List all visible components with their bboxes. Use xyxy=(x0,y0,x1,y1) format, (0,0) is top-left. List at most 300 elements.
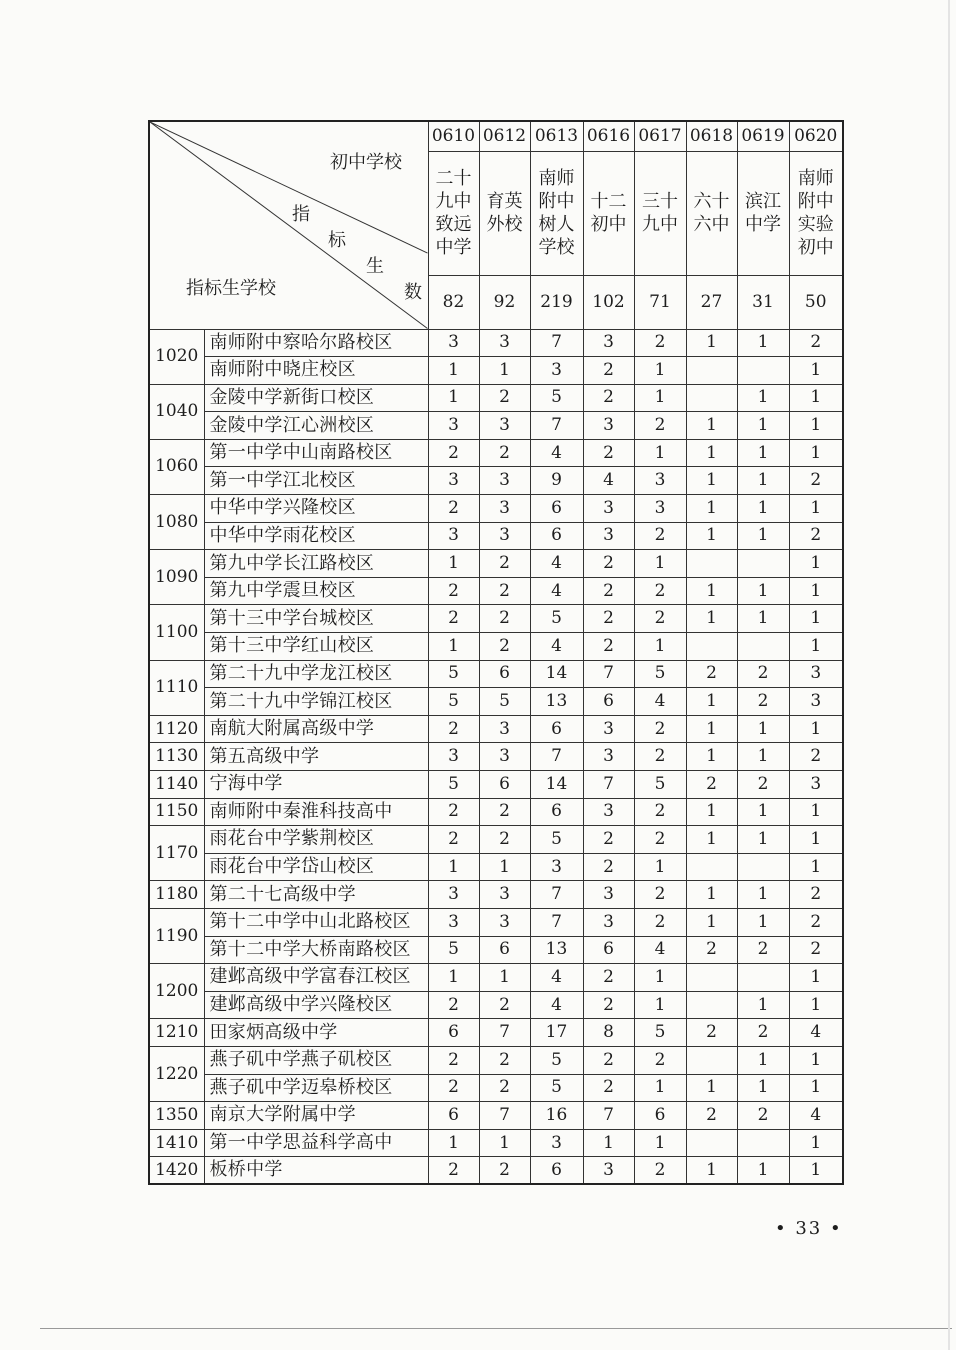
column-name-line: 树人 xyxy=(538,214,575,235)
quota-value: 5 xyxy=(428,688,479,716)
quota-value: 3 xyxy=(479,743,530,771)
quota-value: 1 xyxy=(634,1129,686,1157)
quota-value xyxy=(686,1046,737,1074)
quota-value: 6 xyxy=(583,936,634,964)
quota-value: 3 xyxy=(583,495,634,523)
quota-value: 1 xyxy=(686,743,737,771)
quota-value: 1 xyxy=(479,964,530,992)
quota-value: 3 xyxy=(530,1129,583,1157)
quota-value: 1 xyxy=(686,605,737,633)
quota-value: 3 xyxy=(479,329,530,357)
quota-value: 2 xyxy=(789,743,843,771)
school-name: 建邺高级中学兴隆校区 xyxy=(204,991,428,1019)
quota-value: 1 xyxy=(789,577,843,605)
quota-value: 1 xyxy=(686,577,737,605)
school-name: 第一中学思益科学高中 xyxy=(204,1129,428,1157)
column-name-line: 初中 xyxy=(797,237,834,258)
quota-value: 1 xyxy=(789,715,843,743)
corner-bottom-label: 指标生学校 xyxy=(186,278,276,299)
quota-value: 5 xyxy=(479,688,530,716)
table-row xyxy=(149,577,843,605)
table-row xyxy=(149,964,843,992)
quota-value: 1 xyxy=(686,881,737,909)
quota-value: 2 xyxy=(583,991,634,1019)
column-code: 0610 xyxy=(428,121,479,151)
quota-value: 2 xyxy=(583,633,634,661)
quota-value: 2 xyxy=(479,633,530,661)
quota-value: 1 xyxy=(737,743,789,771)
quota-value: 4 xyxy=(530,991,583,1019)
quota-value: 17 xyxy=(530,1019,583,1047)
quota-value: 7 xyxy=(583,660,634,688)
quota-value: 2 xyxy=(479,439,530,467)
column-school-name xyxy=(737,151,789,275)
quota-value: 1 xyxy=(737,329,789,357)
quota-value: 2 xyxy=(583,605,634,633)
quota-value: 1 xyxy=(789,357,843,385)
school-name: 南师附中秦淮科技高中 xyxy=(204,798,428,826)
quota-value: 2 xyxy=(583,577,634,605)
quota-value: 2 xyxy=(479,991,530,1019)
school-name: 第二十九中学锦江校区 xyxy=(204,688,428,716)
table-row xyxy=(149,439,843,467)
quota-value: 4 xyxy=(789,1102,843,1130)
quota-value: 1 xyxy=(737,439,789,467)
quota-value: 4 xyxy=(530,964,583,992)
quota-value: 6 xyxy=(583,688,634,716)
quota-value: 1 xyxy=(686,467,737,495)
school-name: 燕子矶中学迈皋桥校区 xyxy=(204,1074,428,1102)
quota-value xyxy=(686,633,737,661)
quota-value: 1 xyxy=(789,798,843,826)
quota-value: 7 xyxy=(530,908,583,936)
school-code: 1410 xyxy=(149,1129,204,1157)
quota-value: 1 xyxy=(634,384,686,412)
school-code: 1110 xyxy=(149,660,204,715)
quota-value: 7 xyxy=(530,881,583,909)
quota-value: 3 xyxy=(428,412,479,440)
quota-value: 1 xyxy=(789,1074,843,1102)
quota-value: 1 xyxy=(686,1157,737,1185)
quota-value: 1 xyxy=(634,439,686,467)
table-row xyxy=(149,743,843,771)
scan-edge-line xyxy=(40,1328,952,1329)
quota-value: 1 xyxy=(479,1129,530,1157)
school-name: 第九中学长江路校区 xyxy=(204,550,428,578)
quota-value: 16 xyxy=(530,1102,583,1130)
table-row xyxy=(149,329,843,357)
quota-value: 1 xyxy=(686,688,737,716)
school-code: 1060 xyxy=(149,439,204,494)
column-quota-total: 71 xyxy=(634,275,686,329)
school-name: 第十三中学台城校区 xyxy=(204,605,428,633)
quota-value: 1 xyxy=(737,467,789,495)
quota-value: 6 xyxy=(530,1157,583,1185)
quota-value: 3 xyxy=(530,357,583,385)
quota-value: 2 xyxy=(789,881,843,909)
column-school-name xyxy=(530,151,583,275)
school-name: 第二十七高级中学 xyxy=(204,881,428,909)
quota-value: 5 xyxy=(634,771,686,799)
quota-value: 5 xyxy=(428,771,479,799)
school-code: 1090 xyxy=(149,550,204,605)
quota-value: 7 xyxy=(530,743,583,771)
quota-value: 5 xyxy=(634,660,686,688)
quota-value: 4 xyxy=(530,633,583,661)
column-name-line: 南师 xyxy=(538,168,575,189)
quota-value: 1 xyxy=(737,384,789,412)
column-name-line: 致远 xyxy=(435,214,472,235)
column-code: 0616 xyxy=(583,121,634,151)
quota-value: 1 xyxy=(737,908,789,936)
quota-value: 3 xyxy=(428,329,479,357)
quota-value: 3 xyxy=(428,743,479,771)
quota-value: 6 xyxy=(479,660,530,688)
quota-value: 2 xyxy=(583,1046,634,1074)
column-code: 0613 xyxy=(530,121,583,151)
quota-value: 1 xyxy=(789,1129,843,1157)
table-row xyxy=(149,688,843,716)
quota-value: 1 xyxy=(479,853,530,881)
quota-value: 5 xyxy=(530,1074,583,1102)
column-name-line: 育英 xyxy=(486,191,523,212)
table-row xyxy=(149,660,843,688)
quota-value: 3 xyxy=(634,495,686,523)
quota-value: 1 xyxy=(789,826,843,854)
quota-value: 2 xyxy=(634,1157,686,1185)
quota-value: 2 xyxy=(583,384,634,412)
quota-value: 1 xyxy=(428,1129,479,1157)
school-code: 1200 xyxy=(149,964,204,1019)
quota-value: 2 xyxy=(737,1102,789,1130)
table-row xyxy=(149,771,843,799)
quota-value: 1 xyxy=(789,550,843,578)
quota-value: 3 xyxy=(479,908,530,936)
school-name: 中华中学兴隆校区 xyxy=(204,495,428,523)
quota-value: 1 xyxy=(634,357,686,385)
school-name: 第一中学江北校区 xyxy=(204,467,428,495)
column-school-name xyxy=(479,151,530,275)
school-name: 金陵中学江心洲校区 xyxy=(204,412,428,440)
quota-value: 2 xyxy=(479,1157,530,1185)
quota-value: 2 xyxy=(789,329,843,357)
quota-value xyxy=(686,357,737,385)
table-row xyxy=(149,384,843,412)
table-row xyxy=(149,798,843,826)
column-code: 0612 xyxy=(479,121,530,151)
school-name: 雨花台中学紫荆校区 xyxy=(204,826,428,854)
quota-table xyxy=(148,120,844,1185)
quota-value: 7 xyxy=(530,412,583,440)
table-row xyxy=(149,467,843,495)
column-quota-total: 102 xyxy=(583,275,634,329)
school-code: 1150 xyxy=(149,798,204,826)
header-code-row xyxy=(149,121,843,151)
quota-value: 3 xyxy=(583,329,634,357)
quota-value: 7 xyxy=(479,1019,530,1047)
quota-value: 4 xyxy=(530,550,583,578)
quota-value: 3 xyxy=(479,522,530,550)
quota-value: 1 xyxy=(686,715,737,743)
quota-value: 5 xyxy=(634,1019,686,1047)
quota-value: 2 xyxy=(583,1074,634,1102)
school-name: 南京大学附属中学 xyxy=(204,1102,428,1130)
quota-value: 1 xyxy=(686,495,737,523)
quota-value: 1 xyxy=(737,412,789,440)
quota-value: 1 xyxy=(428,964,479,992)
school-code: 1020 xyxy=(149,329,204,384)
column-quota-total: 27 xyxy=(686,275,737,329)
quota-value: 1 xyxy=(789,495,843,523)
quota-value: 3 xyxy=(583,743,634,771)
quota-value: 1 xyxy=(634,1074,686,1102)
table-row xyxy=(149,715,843,743)
quota-value: 2 xyxy=(737,660,789,688)
quota-value: 2 xyxy=(789,467,843,495)
quota-value: 3 xyxy=(583,798,634,826)
quota-value xyxy=(686,550,737,578)
quota-value: 2 xyxy=(479,798,530,826)
corner-diagonal-char: 数 xyxy=(404,282,422,303)
quota-value: 1 xyxy=(428,357,479,385)
quota-value xyxy=(737,853,789,881)
quota-value: 4 xyxy=(583,467,634,495)
table-row xyxy=(149,991,843,1019)
quota-value: 5 xyxy=(530,384,583,412)
quota-value: 1 xyxy=(789,605,843,633)
quota-value xyxy=(737,633,789,661)
quota-value: 2 xyxy=(634,715,686,743)
table-row xyxy=(149,605,843,633)
quota-value: 3 xyxy=(583,522,634,550)
quota-value: 1 xyxy=(737,798,789,826)
quota-value: 2 xyxy=(428,439,479,467)
table-row xyxy=(149,881,843,909)
quota-value: 2 xyxy=(428,826,479,854)
quota-value: 2 xyxy=(583,853,634,881)
quota-value: 3 xyxy=(789,771,843,799)
quota-value xyxy=(686,964,737,992)
quota-value: 3 xyxy=(479,412,530,440)
quota-value: 1 xyxy=(634,991,686,1019)
quota-value: 2 xyxy=(428,1157,479,1185)
quota-value: 3 xyxy=(789,660,843,688)
column-quota-total: 219 xyxy=(530,275,583,329)
quota-value: 1 xyxy=(789,412,843,440)
quota-value xyxy=(737,357,789,385)
quota-value: 2 xyxy=(479,577,530,605)
quota-value: 1 xyxy=(686,412,737,440)
quota-value: 5 xyxy=(530,1046,583,1074)
quota-value: 3 xyxy=(583,908,634,936)
quota-value: 2 xyxy=(479,1046,530,1074)
scan-edge-shadow xyxy=(948,0,950,1350)
quota-value: 2 xyxy=(428,798,479,826)
column-code: 0617 xyxy=(634,121,686,151)
column-code: 0619 xyxy=(737,121,789,151)
quota-value: 1 xyxy=(737,1157,789,1185)
quota-value: 4 xyxy=(634,936,686,964)
column-name-line: 附中 xyxy=(538,191,575,212)
quota-value: 2 xyxy=(789,936,843,964)
quota-value: 2 xyxy=(634,522,686,550)
quota-value: 7 xyxy=(583,1102,634,1130)
quota-value: 1 xyxy=(737,495,789,523)
quota-value: 1 xyxy=(737,1074,789,1102)
quota-value: 3 xyxy=(428,522,479,550)
column-quota-total: 92 xyxy=(479,275,530,329)
quota-value: 2 xyxy=(737,936,789,964)
school-name: 第一中学中山南路校区 xyxy=(204,439,428,467)
quota-value: 3 xyxy=(479,881,530,909)
column-name-line: 南师 xyxy=(797,168,834,189)
quota-value: 1 xyxy=(583,1129,634,1157)
school-code: 1120 xyxy=(149,715,204,743)
quota-value: 2 xyxy=(428,715,479,743)
quota-value: 2 xyxy=(686,660,737,688)
table-row xyxy=(149,495,843,523)
quota-value: 13 xyxy=(530,688,583,716)
table-row xyxy=(149,1074,843,1102)
quota-value: 2 xyxy=(737,771,789,799)
quota-value: 6 xyxy=(479,936,530,964)
quota-value: 1 xyxy=(428,853,479,881)
school-code: 1170 xyxy=(149,826,204,881)
corner-diagonal-char: 标 xyxy=(328,230,346,251)
column-school-name xyxy=(634,151,686,275)
school-name: 燕子矶中学燕子矶校区 xyxy=(204,1046,428,1074)
quota-value: 1 xyxy=(789,991,843,1019)
quota-value: 1 xyxy=(737,1046,789,1074)
quota-value: 2 xyxy=(634,881,686,909)
column-name-line: 中学 xyxy=(435,237,472,258)
quota-value: 2 xyxy=(583,964,634,992)
quota-value: 5 xyxy=(428,936,479,964)
quota-value xyxy=(737,1129,789,1157)
quota-value: 1 xyxy=(686,1074,737,1102)
school-code: 1190 xyxy=(149,908,204,963)
quota-value: 1 xyxy=(686,522,737,550)
school-name: 中华中学雨花校区 xyxy=(204,522,428,550)
column-quota-total: 50 xyxy=(789,275,843,329)
school-code: 1180 xyxy=(149,881,204,909)
quota-value: 2 xyxy=(634,798,686,826)
quota-value: 3 xyxy=(428,467,479,495)
quota-value: 9 xyxy=(530,467,583,495)
quota-value: 1 xyxy=(789,633,843,661)
school-name: 雨花台中学岱山校区 xyxy=(204,853,428,881)
quota-value: 2 xyxy=(634,412,686,440)
quota-value: 4 xyxy=(530,439,583,467)
quota-value: 6 xyxy=(530,798,583,826)
quota-value: 1 xyxy=(789,1157,843,1185)
quota-value xyxy=(737,964,789,992)
quota-value: 1 xyxy=(789,384,843,412)
quota-value: 2 xyxy=(634,577,686,605)
quota-value: 2 xyxy=(737,688,789,716)
corner-diagonal-char: 指 xyxy=(292,204,310,225)
quota-value: 3 xyxy=(789,688,843,716)
school-code: 1130 xyxy=(149,743,204,771)
quota-value xyxy=(686,384,737,412)
school-code: 1080 xyxy=(149,495,204,550)
school-code: 1140 xyxy=(149,771,204,799)
quota-value: 2 xyxy=(634,826,686,854)
quota-value: 1 xyxy=(686,329,737,357)
school-name: 板桥中学 xyxy=(204,1157,428,1185)
quota-value: 2 xyxy=(634,605,686,633)
quota-value: 2 xyxy=(479,384,530,412)
school-name: 宁海中学 xyxy=(204,771,428,799)
table-row xyxy=(149,908,843,936)
column-name-line: 三十 xyxy=(642,191,678,212)
table-row xyxy=(149,1157,843,1185)
school-name: 南师附中察哈尔路校区 xyxy=(204,329,428,357)
quota-value: 2 xyxy=(583,439,634,467)
quota-value: 1 xyxy=(686,439,737,467)
quota-value: 2 xyxy=(428,1046,479,1074)
quota-value: 2 xyxy=(479,605,530,633)
quota-value: 1 xyxy=(789,853,843,881)
quota-value: 2 xyxy=(479,826,530,854)
quota-value: 8 xyxy=(583,1019,634,1047)
quota-value: 2 xyxy=(428,991,479,1019)
quota-value: 3 xyxy=(583,715,634,743)
quota-value: 1 xyxy=(789,439,843,467)
quota-value: 3 xyxy=(583,881,634,909)
quota-value: 1 xyxy=(737,577,789,605)
school-code: 1210 xyxy=(149,1019,204,1047)
school-name: 第十三中学红山校区 xyxy=(204,633,428,661)
quota-value xyxy=(686,991,737,1019)
quota-value: 14 xyxy=(530,771,583,799)
quota-value: 1 xyxy=(737,881,789,909)
quota-value: 1 xyxy=(428,633,479,661)
column-school-name xyxy=(686,151,737,275)
school-name: 第十二中学中山北路校区 xyxy=(204,908,428,936)
quota-value: 13 xyxy=(530,936,583,964)
quota-value: 2 xyxy=(428,577,479,605)
quota-value: 1 xyxy=(789,964,843,992)
page-number: • 33 • xyxy=(775,1218,843,1239)
quota-value: 1 xyxy=(634,633,686,661)
quota-value: 1 xyxy=(428,384,479,412)
school-name: 南师附中晓庄校区 xyxy=(204,357,428,385)
table-row xyxy=(149,1102,843,1130)
quota-value: 1 xyxy=(686,908,737,936)
corner-top-label: 初中学校 xyxy=(330,152,402,173)
quota-value: 1 xyxy=(737,715,789,743)
quota-value: 2 xyxy=(686,1102,737,1130)
school-name: 第九中学震旦校区 xyxy=(204,577,428,605)
quota-value: 3 xyxy=(634,467,686,495)
school-code: 1350 xyxy=(149,1102,204,1130)
column-name-line: 六中 xyxy=(693,214,730,235)
quota-value: 5 xyxy=(530,826,583,854)
table-row xyxy=(149,853,843,881)
quota-value: 2 xyxy=(737,1019,789,1047)
quota-value: 3 xyxy=(530,853,583,881)
school-name: 田家炳高级中学 xyxy=(204,1019,428,1047)
quota-value: 3 xyxy=(479,715,530,743)
table-corner-cell xyxy=(149,121,428,329)
quota-value: 3 xyxy=(583,1157,634,1185)
quota-value: 2 xyxy=(428,495,479,523)
quota-value xyxy=(686,1129,737,1157)
quota-value: 6 xyxy=(530,715,583,743)
quota-value: 1 xyxy=(737,522,789,550)
column-name-line: 二十 xyxy=(435,168,472,189)
